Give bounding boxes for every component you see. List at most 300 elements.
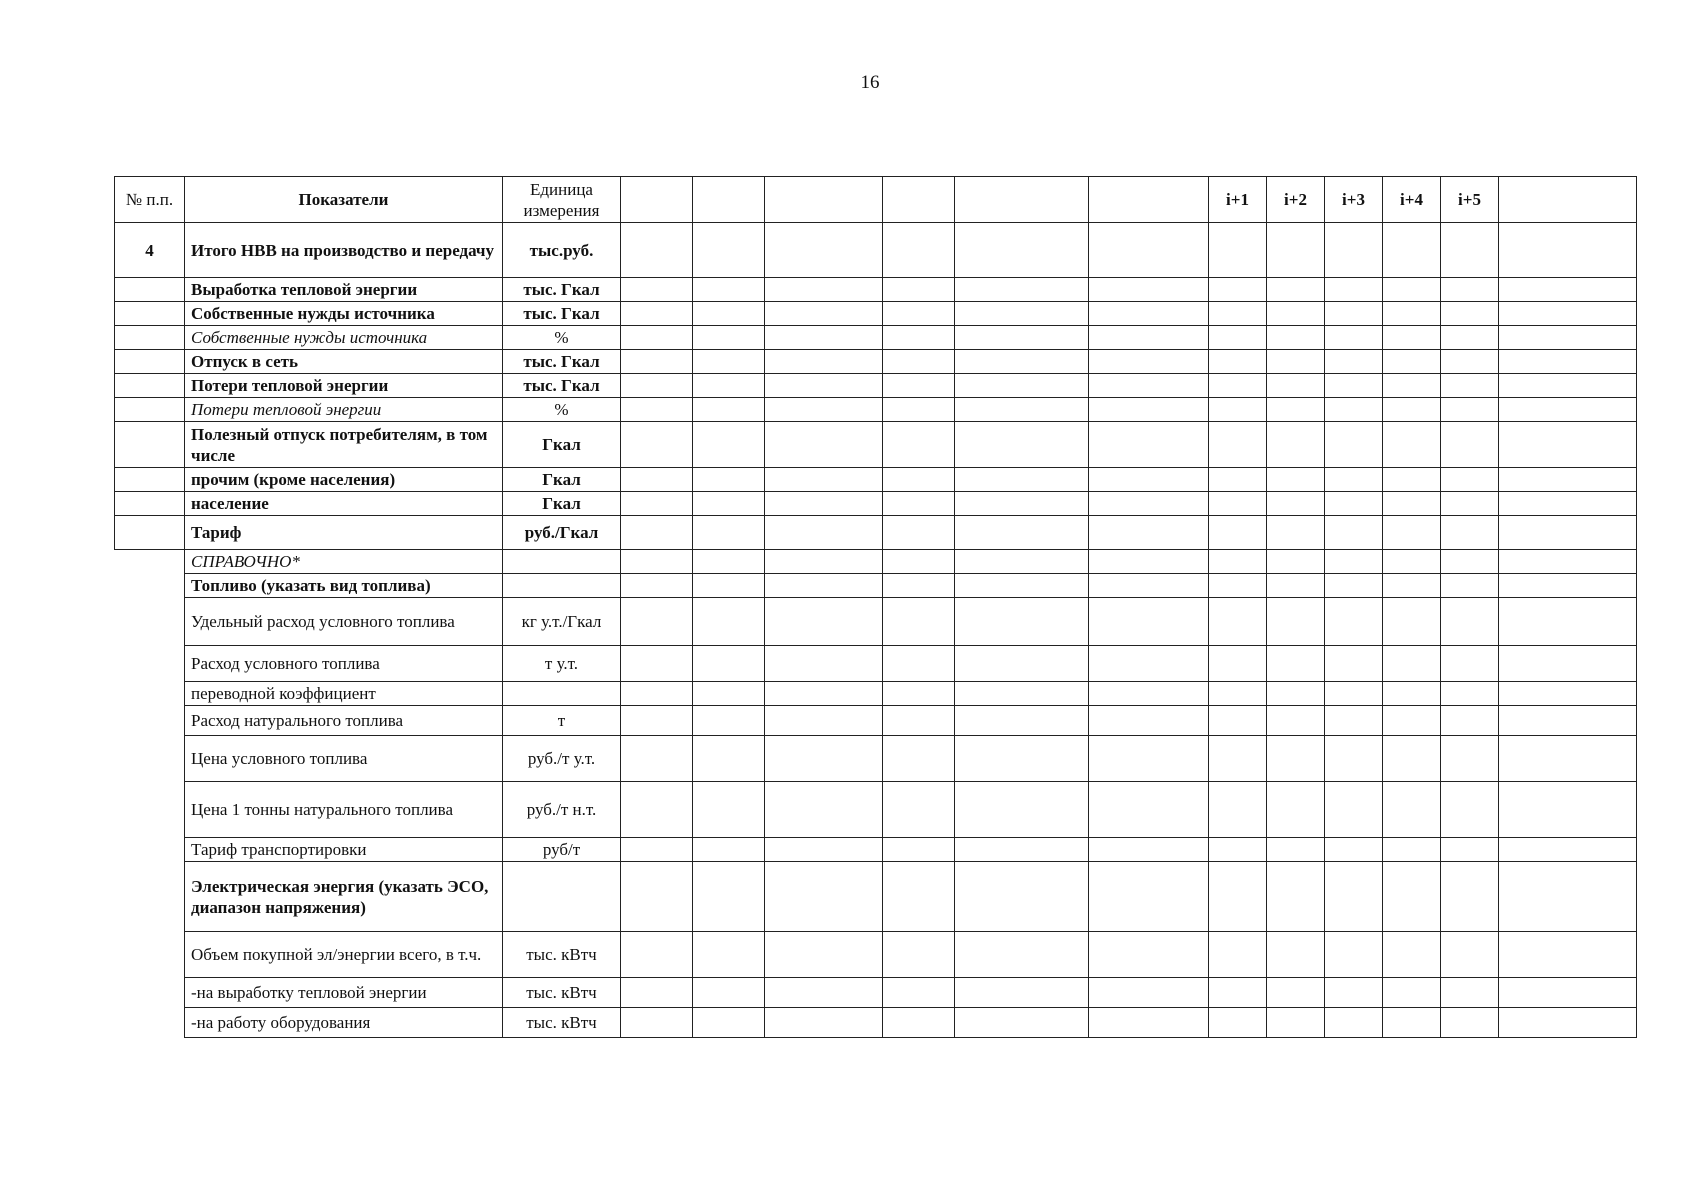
- table-row: [115, 278, 1637, 302]
- value-cell: [693, 468, 765, 492]
- value-cell: [955, 706, 1089, 736]
- value-cell: [621, 223, 693, 278]
- value-cell: [1441, 574, 1499, 598]
- value-cell: [765, 932, 883, 978]
- value-cell: [1209, 302, 1267, 326]
- value-cell: [1089, 398, 1209, 422]
- value-cell: [1325, 326, 1383, 350]
- value-cell: [693, 492, 765, 516]
- indicator-label: -на работу оборудования: [185, 1008, 503, 1038]
- unit-cell: кг у.т./Гкал: [503, 598, 621, 646]
- header-period-cell: i+3: [1325, 177, 1383, 223]
- value-cell: [1267, 350, 1325, 374]
- table-row: [115, 598, 1637, 646]
- value-cell: [765, 706, 883, 736]
- indicator-label: Тариф: [185, 516, 503, 550]
- table-row: [115, 736, 1637, 782]
- value-cell: [955, 516, 1089, 550]
- value-cell: [1089, 838, 1209, 862]
- value-cell: [693, 598, 765, 646]
- unit-cell: тыс. кВтч: [503, 932, 621, 978]
- value-cell: [1267, 278, 1325, 302]
- value-cell: [955, 302, 1089, 326]
- value-cell: [1209, 862, 1267, 932]
- value-cell: [1325, 398, 1383, 422]
- empty-gutter: [115, 706, 185, 736]
- empty-gutter: [115, 736, 185, 782]
- value-cell: [1325, 574, 1383, 598]
- empty-gutter: [115, 598, 185, 646]
- indicators-table: [114, 176, 1637, 1038]
- value-cell: [1267, 492, 1325, 516]
- value-cell: [883, 932, 955, 978]
- value-cell: [955, 422, 1089, 468]
- unit-cell: тыс. Гкал: [503, 302, 621, 326]
- indicator-label: Собственные нужды источника: [185, 302, 503, 326]
- value-cell: [1441, 374, 1499, 398]
- value-cell: [765, 574, 883, 598]
- value-cell: [1441, 598, 1499, 646]
- indicator-label: Отпуск в сеть: [185, 350, 503, 374]
- value-cell: [955, 374, 1089, 398]
- value-cell: [1209, 468, 1267, 492]
- value-cell: [1209, 422, 1267, 468]
- value-cell: [1383, 706, 1441, 736]
- empty-gutter: [115, 646, 185, 682]
- row-number: [115, 350, 185, 374]
- value-cell: [1089, 862, 1209, 932]
- indicator-label: Расход натурального топлива: [185, 706, 503, 736]
- value-cell: [883, 223, 955, 278]
- value-cell: [1267, 646, 1325, 682]
- value-cell: [693, 782, 765, 838]
- value-cell: [693, 516, 765, 550]
- value-cell: [765, 978, 883, 1008]
- value-cell: [955, 978, 1089, 1008]
- value-cell: [1089, 223, 1209, 278]
- value-cell: [1441, 350, 1499, 374]
- value-cell: [1089, 1008, 1209, 1038]
- table-row: [115, 492, 1637, 516]
- value-cell: [1089, 326, 1209, 350]
- value-cell: [1325, 736, 1383, 782]
- value-cell: [1441, 1008, 1499, 1038]
- unit-cell: тыс. кВтч: [503, 978, 621, 1008]
- value-cell: [1325, 1008, 1383, 1038]
- value-cell: [1325, 468, 1383, 492]
- value-cell: [1089, 302, 1209, 326]
- value-cell: [693, 838, 765, 862]
- value-cell: [1499, 468, 1637, 492]
- unit-cell: руб./т н.т.: [503, 782, 621, 838]
- value-cell: [1383, 838, 1441, 862]
- table-row: [115, 350, 1637, 374]
- value-cell: [1089, 682, 1209, 706]
- value-cell: [765, 468, 883, 492]
- value-cell: [765, 422, 883, 468]
- indicator-label: Итого НВВ на производство и передачу: [185, 223, 503, 278]
- unit-cell: Гкал: [503, 468, 621, 492]
- value-cell: [1325, 646, 1383, 682]
- row-number: [115, 398, 185, 422]
- value-cell: [765, 516, 883, 550]
- value-cell: [1499, 978, 1637, 1008]
- value-cell: [883, 736, 955, 782]
- value-cell: [1267, 550, 1325, 574]
- value-cell: [1267, 223, 1325, 278]
- value-cell: [1383, 646, 1441, 682]
- value-cell: [621, 862, 693, 932]
- empty-gutter: [115, 862, 185, 932]
- value-cell: [955, 838, 1089, 862]
- value-cell: [693, 736, 765, 782]
- value-cell: [1267, 978, 1325, 1008]
- unit-cell: %: [503, 326, 621, 350]
- value-cell: [765, 398, 883, 422]
- table-row: [115, 550, 1637, 574]
- value-cell: [1089, 516, 1209, 550]
- value-cell: [1383, 398, 1441, 422]
- value-cell: [1383, 862, 1441, 932]
- value-cell: [883, 682, 955, 706]
- value-cell: [955, 646, 1089, 682]
- value-cell: [1209, 326, 1267, 350]
- value-cell: [1209, 492, 1267, 516]
- value-cell: [1383, 1008, 1441, 1038]
- value-cell: [1089, 350, 1209, 374]
- indicator-label: Топливо (указать вид топлива): [185, 574, 503, 598]
- value-cell: [1209, 932, 1267, 978]
- value-cell: [693, 550, 765, 574]
- value-cell: [693, 374, 765, 398]
- value-cell: [1209, 550, 1267, 574]
- value-cell: [883, 492, 955, 516]
- value-cell: [621, 598, 693, 646]
- indicator-label: СПРАВОЧНО*: [185, 550, 503, 574]
- value-cell: [1089, 468, 1209, 492]
- value-cell: [621, 574, 693, 598]
- value-cell: [1267, 1008, 1325, 1038]
- unit-cell: т: [503, 706, 621, 736]
- value-cell: [1499, 326, 1637, 350]
- value-cell: [1499, 838, 1637, 862]
- value-cell: [1325, 422, 1383, 468]
- value-cell: [621, 1008, 693, 1038]
- value-cell: [621, 302, 693, 326]
- value-cell: [1499, 374, 1637, 398]
- table-row: [115, 516, 1637, 550]
- value-cell: [1325, 682, 1383, 706]
- value-cell: [1441, 838, 1499, 862]
- value-cell: [621, 350, 693, 374]
- header-unit: Единица измерения: [503, 177, 621, 223]
- value-cell: [1441, 978, 1499, 1008]
- table-row: [115, 574, 1637, 598]
- value-cell: [1499, 682, 1637, 706]
- value-cell: [955, 223, 1089, 278]
- value-cell: [621, 978, 693, 1008]
- header-period-cell: [883, 177, 955, 223]
- value-cell: [1499, 736, 1637, 782]
- value-cell: [955, 574, 1089, 598]
- value-cell: [883, 422, 955, 468]
- empty-gutter: [115, 1008, 185, 1038]
- value-cell: [883, 574, 955, 598]
- value-cell: [693, 302, 765, 326]
- unit-cell: Гкал: [503, 422, 621, 468]
- indicator-label: -на выработку тепловой энергии: [185, 978, 503, 1008]
- empty-gutter: [115, 838, 185, 862]
- value-cell: [1325, 278, 1383, 302]
- value-cell: [1441, 646, 1499, 682]
- value-cell: [1089, 278, 1209, 302]
- value-cell: [1441, 862, 1499, 932]
- value-cell: [1325, 374, 1383, 398]
- indicator-label: Потери тепловой энергии: [185, 398, 503, 422]
- value-cell: [1267, 516, 1325, 550]
- value-cell: [1383, 492, 1441, 516]
- value-cell: [1383, 422, 1441, 468]
- value-cell: [1383, 782, 1441, 838]
- value-cell: [883, 278, 955, 302]
- value-cell: [883, 350, 955, 374]
- value-cell: [1441, 326, 1499, 350]
- value-cell: [1089, 646, 1209, 682]
- value-cell: [955, 782, 1089, 838]
- value-cell: [765, 1008, 883, 1038]
- value-cell: [765, 736, 883, 782]
- value-cell: [955, 862, 1089, 932]
- value-cell: [1267, 932, 1325, 978]
- value-cell: [1267, 598, 1325, 646]
- unit-cell: тыс. Гкал: [503, 374, 621, 398]
- unit-cell: руб/т: [503, 838, 621, 862]
- value-cell: [1267, 862, 1325, 932]
- value-cell: [621, 516, 693, 550]
- value-cell: [1089, 422, 1209, 468]
- header-period-cell: [955, 177, 1089, 223]
- value-cell: [955, 598, 1089, 646]
- value-cell: [621, 550, 693, 574]
- indicator-label: население: [185, 492, 503, 516]
- value-cell: [693, 862, 765, 932]
- empty-gutter: [115, 682, 185, 706]
- value-cell: [883, 978, 955, 1008]
- value-cell: [1089, 574, 1209, 598]
- table-row: [115, 782, 1637, 838]
- value-cell: [1499, 932, 1637, 978]
- value-cell: [1209, 516, 1267, 550]
- value-cell: [1089, 706, 1209, 736]
- unit-cell: %: [503, 398, 621, 422]
- header-period-cell: i+5: [1441, 177, 1499, 223]
- value-cell: [1499, 862, 1637, 932]
- value-cell: [883, 598, 955, 646]
- unit-cell: [503, 550, 621, 574]
- value-cell: [1325, 782, 1383, 838]
- value-cell: [1499, 598, 1637, 646]
- table-row: [115, 468, 1637, 492]
- value-cell: [1441, 422, 1499, 468]
- value-cell: [693, 682, 765, 706]
- table-row: [115, 706, 1637, 736]
- value-cell: [1325, 550, 1383, 574]
- value-cell: [765, 374, 883, 398]
- empty-gutter: [115, 978, 185, 1008]
- value-cell: [693, 574, 765, 598]
- value-cell: [621, 374, 693, 398]
- value-cell: [1209, 278, 1267, 302]
- value-cell: [1499, 350, 1637, 374]
- value-cell: [1325, 302, 1383, 326]
- value-cell: [1325, 350, 1383, 374]
- value-cell: [883, 398, 955, 422]
- value-cell: [1499, 223, 1637, 278]
- value-cell: [1383, 278, 1441, 302]
- unit-cell: руб./т у.т.: [503, 736, 621, 782]
- header-period-cell: [1499, 177, 1637, 223]
- value-cell: [1089, 550, 1209, 574]
- value-cell: [1441, 516, 1499, 550]
- value-cell: [1441, 736, 1499, 782]
- value-cell: [1383, 736, 1441, 782]
- value-cell: [1209, 682, 1267, 706]
- value-cell: [1267, 682, 1325, 706]
- value-cell: [1267, 782, 1325, 838]
- indicator-label: переводной коэффициент: [185, 682, 503, 706]
- header-period-cell: [621, 177, 693, 223]
- value-cell: [765, 302, 883, 326]
- value-cell: [1499, 422, 1637, 468]
- table-row: [115, 682, 1637, 706]
- value-cell: [621, 782, 693, 838]
- value-cell: [1383, 574, 1441, 598]
- table-row: [115, 326, 1637, 350]
- value-cell: [1267, 302, 1325, 326]
- value-cell: [1209, 1008, 1267, 1038]
- value-cell: [1267, 374, 1325, 398]
- value-cell: [1325, 706, 1383, 736]
- indicator-label: Цена 1 тонны натурального топлива: [185, 782, 503, 838]
- value-cell: [621, 706, 693, 736]
- value-cell: [1441, 468, 1499, 492]
- value-cell: [1325, 598, 1383, 646]
- table-row: [115, 646, 1637, 682]
- value-cell: [1383, 516, 1441, 550]
- page-number: 16: [860, 72, 880, 93]
- header-indicator: Показатели: [185, 177, 503, 223]
- value-cell: [765, 782, 883, 838]
- value-cell: [1499, 302, 1637, 326]
- value-cell: [1441, 278, 1499, 302]
- table-row: [115, 302, 1637, 326]
- value-cell: [1267, 574, 1325, 598]
- value-cell: [1441, 492, 1499, 516]
- value-cell: [765, 598, 883, 646]
- unit-cell: Гкал: [503, 492, 621, 516]
- indicator-label: Выработка тепловой энергии: [185, 278, 503, 302]
- value-cell: [693, 278, 765, 302]
- value-cell: [765, 278, 883, 302]
- value-cell: [693, 646, 765, 682]
- value-cell: [883, 550, 955, 574]
- value-cell: [1441, 932, 1499, 978]
- row-number: [115, 326, 185, 350]
- value-cell: [883, 302, 955, 326]
- value-cell: [1267, 838, 1325, 862]
- unit-cell: тыс. кВтч: [503, 1008, 621, 1038]
- value-cell: [621, 398, 693, 422]
- value-cell: [693, 350, 765, 374]
- value-cell: [765, 223, 883, 278]
- value-cell: [693, 398, 765, 422]
- value-cell: [1209, 223, 1267, 278]
- value-cell: [883, 468, 955, 492]
- unit-cell: руб./Гкал: [503, 516, 621, 550]
- value-cell: [1499, 706, 1637, 736]
- value-cell: [1383, 302, 1441, 326]
- row-number: [115, 302, 185, 326]
- value-cell: [1383, 682, 1441, 706]
- value-cell: [1441, 706, 1499, 736]
- value-cell: [1499, 574, 1637, 598]
- value-cell: [955, 1008, 1089, 1038]
- indicator-label: Цена условного топлива: [185, 736, 503, 782]
- header-period-cell: [1089, 177, 1209, 223]
- row-number: [115, 516, 185, 550]
- value-cell: [1089, 932, 1209, 978]
- value-cell: [1441, 682, 1499, 706]
- value-cell: [955, 492, 1089, 516]
- value-cell: [883, 1008, 955, 1038]
- indicator-label: Собственные нужды источника: [185, 326, 503, 350]
- value-cell: [621, 468, 693, 492]
- value-cell: [1209, 350, 1267, 374]
- value-cell: [765, 646, 883, 682]
- value-cell: [693, 1008, 765, 1038]
- value-cell: [621, 932, 693, 978]
- value-cell: [1383, 550, 1441, 574]
- indicator-label: Удельный расход условного топлива: [185, 598, 503, 646]
- value-cell: [1383, 374, 1441, 398]
- value-cell: [1209, 782, 1267, 838]
- value-cell: [693, 978, 765, 1008]
- indicator-label: Полезный отпуск потребителям, в том числе: [185, 422, 503, 468]
- value-cell: [1441, 782, 1499, 838]
- value-cell: [693, 422, 765, 468]
- row-number: [115, 374, 185, 398]
- value-cell: [883, 374, 955, 398]
- value-cell: [1089, 736, 1209, 782]
- value-cell: [621, 422, 693, 468]
- value-cell: [765, 682, 883, 706]
- value-cell: [1383, 350, 1441, 374]
- value-cell: [1325, 978, 1383, 1008]
- row-number: [115, 492, 185, 516]
- unit-cell: [503, 862, 621, 932]
- value-cell: [1325, 862, 1383, 932]
- value-cell: [883, 838, 955, 862]
- empty-gutter: [115, 782, 185, 838]
- value-cell: [621, 326, 693, 350]
- value-cell: [693, 326, 765, 350]
- value-cell: [1089, 598, 1209, 646]
- value-cell: [1325, 932, 1383, 978]
- value-cell: [1209, 838, 1267, 862]
- table-row: [115, 374, 1637, 398]
- value-cell: [621, 278, 693, 302]
- value-cell: [1325, 492, 1383, 516]
